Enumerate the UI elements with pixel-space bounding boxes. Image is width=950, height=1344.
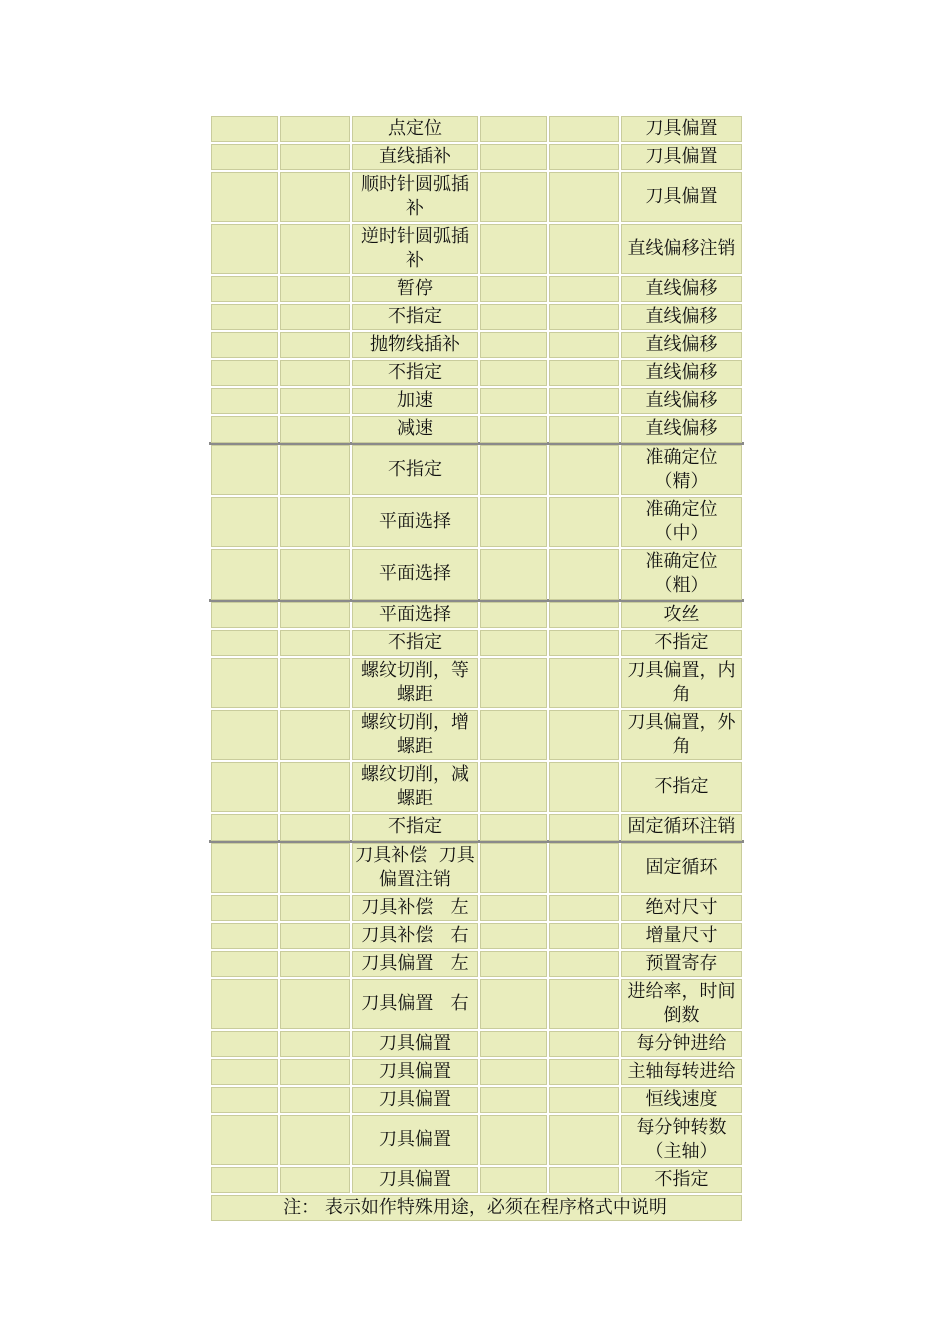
empty-cell (479, 548, 548, 601)
empty-cell (210, 950, 279, 978)
function-cell: 固定循环 (620, 842, 743, 895)
empty-cell (479, 223, 548, 275)
empty-cell (210, 275, 279, 303)
table-note-row (210, 1194, 743, 1222)
table-row (210, 387, 743, 415)
function-cell: 暂停 (351, 275, 479, 303)
function-cell: 直线偏移 (620, 275, 743, 303)
empty-cell (479, 303, 548, 331)
empty-cell (479, 143, 548, 171)
empty-cell (210, 761, 279, 813)
table-row (210, 415, 743, 444)
empty-cell (210, 115, 279, 143)
function-cell: 刀具偏置 (351, 1114, 479, 1166)
empty-cell (279, 496, 351, 548)
function-cell: 主轴每转进给 (620, 1058, 743, 1086)
function-cell: 平面选择 (351, 496, 479, 548)
empty-cell (479, 894, 548, 922)
function-cell: 不指定 (620, 629, 743, 657)
function-cell: 增量尺寸 (620, 922, 743, 950)
empty-cell (279, 444, 351, 497)
table-row (210, 143, 743, 171)
empty-cell (210, 601, 279, 630)
empty-cell (548, 601, 620, 630)
table-row (210, 171, 743, 223)
function-cell: 直线偏移 (620, 331, 743, 359)
empty-cell (548, 978, 620, 1030)
table-row (210, 1114, 743, 1166)
function-cell: 准确定位（中） (620, 496, 743, 548)
empty-cell (548, 761, 620, 813)
empty-cell (548, 922, 620, 950)
empty-cell (479, 359, 548, 387)
empty-cell (479, 1114, 548, 1166)
function-cell: 不指定 (620, 1166, 743, 1194)
empty-cell (279, 761, 351, 813)
empty-cell (479, 761, 548, 813)
function-cell: 平面选择 (351, 601, 479, 630)
function-cell: 刀具偏置 (620, 143, 743, 171)
empty-cell (548, 359, 620, 387)
function-cell: 抛物线插补 (351, 331, 479, 359)
empty-cell (548, 275, 620, 303)
table-row (210, 629, 743, 657)
function-cell: 刀具偏置 左 (351, 950, 479, 978)
function-cell: 刀具补偿 左 (351, 894, 479, 922)
empty-cell (210, 629, 279, 657)
empty-cell (479, 842, 548, 895)
function-cell: 直线偏移 (620, 303, 743, 331)
function-cell: 刀具偏置，外角 (620, 709, 743, 761)
table-row (210, 709, 743, 761)
table-row (210, 842, 743, 895)
empty-cell (210, 813, 279, 842)
empty-cell (279, 601, 351, 630)
function-cell: 刀具偏置 (351, 1166, 479, 1194)
empty-cell (210, 171, 279, 223)
empty-cell (210, 1166, 279, 1194)
empty-cell (548, 1030, 620, 1058)
empty-cell (279, 1114, 351, 1166)
empty-cell (479, 657, 548, 709)
function-cell: 不指定 (351, 359, 479, 387)
empty-cell (548, 331, 620, 359)
function-cell: 刀具偏置 (620, 115, 743, 143)
function-cell: 准确定位（粗） (620, 548, 743, 601)
empty-cell (479, 331, 548, 359)
empty-cell (210, 387, 279, 415)
empty-cell (210, 1086, 279, 1114)
function-cell: 直线偏移 (620, 359, 743, 387)
function-cell: 直线偏移 (620, 387, 743, 415)
empty-cell (479, 813, 548, 842)
table-row (210, 223, 743, 275)
function-cell: 刀具补偿 刀具偏置注销 (351, 842, 479, 895)
function-cell: 点定位 (351, 115, 479, 143)
empty-cell (479, 709, 548, 761)
function-cell: 平面选择 (351, 548, 479, 601)
empty-cell (279, 894, 351, 922)
function-cell: 刀具补偿 右 (351, 922, 479, 950)
function-cell: 加速 (351, 387, 479, 415)
function-cell: 螺纹切削，减螺距 (351, 761, 479, 813)
empty-cell (548, 387, 620, 415)
function-cell: 不指定 (351, 813, 479, 842)
function-cell: 顺时针圆弧插补 (351, 171, 479, 223)
empty-cell (548, 657, 620, 709)
empty-cell (279, 813, 351, 842)
empty-cell (479, 922, 548, 950)
empty-cell (279, 171, 351, 223)
empty-cell (279, 331, 351, 359)
empty-cell (479, 978, 548, 1030)
empty-cell (279, 709, 351, 761)
table-row (210, 657, 743, 709)
table-row (210, 813, 743, 842)
empty-cell (548, 709, 620, 761)
empty-cell (479, 444, 548, 497)
function-cell: 绝对尺寸 (620, 894, 743, 922)
empty-cell (548, 1086, 620, 1114)
function-cell: 刀具偏置 右 (351, 978, 479, 1030)
empty-cell (548, 143, 620, 171)
table-row (210, 922, 743, 950)
table-row (210, 275, 743, 303)
empty-cell (210, 842, 279, 895)
empty-cell (479, 1058, 548, 1086)
function-cell: 减速 (351, 415, 479, 444)
table-row (210, 1086, 743, 1114)
function-cell: 准确定位（精） (620, 444, 743, 497)
empty-cell (279, 223, 351, 275)
empty-cell (479, 1030, 548, 1058)
function-cell: 进给率，时间倒数 (620, 978, 743, 1030)
table-row (210, 303, 743, 331)
empty-cell (210, 1030, 279, 1058)
empty-cell (279, 978, 351, 1030)
empty-cell (279, 387, 351, 415)
table-row (210, 444, 743, 497)
empty-cell (210, 143, 279, 171)
empty-cell (279, 275, 351, 303)
empty-cell (279, 115, 351, 143)
empty-cell (479, 171, 548, 223)
empty-cell (279, 1086, 351, 1114)
function-cell: 直线偏移 (620, 415, 743, 444)
empty-cell (279, 657, 351, 709)
empty-cell (548, 303, 620, 331)
empty-cell (279, 842, 351, 895)
empty-cell (479, 496, 548, 548)
empty-cell (479, 1086, 548, 1114)
empty-cell (279, 415, 351, 444)
empty-cell (210, 709, 279, 761)
empty-cell (210, 415, 279, 444)
table-row (210, 1058, 743, 1086)
function-cell: 不指定 (351, 629, 479, 657)
table-row (210, 1166, 743, 1194)
function-cell: 直线偏移注销 (620, 223, 743, 275)
empty-cell (548, 171, 620, 223)
table-row (210, 894, 743, 922)
table-row (210, 496, 743, 548)
function-cell: 不指定 (351, 303, 479, 331)
empty-cell (479, 415, 548, 444)
empty-cell (548, 1058, 620, 1086)
empty-cell (479, 1166, 548, 1194)
empty-cell (210, 922, 279, 950)
function-cell: 不指定 (351, 444, 479, 497)
empty-cell (548, 629, 620, 657)
function-cell: 刀具偏置，内角 (620, 657, 743, 709)
empty-cell (479, 950, 548, 978)
table-row (210, 978, 743, 1030)
empty-cell (210, 978, 279, 1030)
empty-cell (479, 115, 548, 143)
empty-cell (279, 629, 351, 657)
function-cell: 螺纹切削，等螺距 (351, 657, 479, 709)
empty-cell (210, 359, 279, 387)
function-cell: 刀具偏置 (351, 1030, 479, 1058)
empty-cell (279, 950, 351, 978)
empty-cell (279, 1058, 351, 1086)
table-row (210, 950, 743, 978)
empty-cell (548, 813, 620, 842)
table-row (210, 761, 743, 813)
empty-cell (279, 359, 351, 387)
empty-cell (210, 1058, 279, 1086)
empty-cell (210, 303, 279, 331)
empty-cell (548, 223, 620, 275)
empty-cell (548, 115, 620, 143)
function-cell: 攻丝 (620, 601, 743, 630)
empty-cell (210, 894, 279, 922)
empty-cell (479, 387, 548, 415)
empty-cell (548, 496, 620, 548)
empty-cell (210, 496, 279, 548)
function-cell: 每分钟进给 (620, 1030, 743, 1058)
table-row (210, 115, 743, 143)
table-note: 注： 表示如作特殊用途，必须在程序格式中说明 (210, 1194, 743, 1222)
empty-cell (279, 303, 351, 331)
empty-cell (210, 331, 279, 359)
table-row (210, 359, 743, 387)
function-cell: 固定循环注销 (620, 813, 743, 842)
empty-cell (548, 894, 620, 922)
gcode-function-table (209, 114, 744, 1223)
table-row (210, 1030, 743, 1058)
function-cell: 刀具偏置 (351, 1058, 479, 1086)
function-cell: 螺纹切削，增螺距 (351, 709, 479, 761)
table-row (210, 601, 743, 630)
empty-cell (548, 548, 620, 601)
empty-cell (279, 1030, 351, 1058)
function-cell: 直线插补 (351, 143, 479, 171)
function-cell: 不指定 (620, 761, 743, 813)
empty-cell (279, 1166, 351, 1194)
empty-cell (279, 922, 351, 950)
empty-cell (548, 1166, 620, 1194)
empty-cell (548, 842, 620, 895)
function-cell: 预置寄存 (620, 950, 743, 978)
empty-cell (210, 223, 279, 275)
empty-cell (548, 950, 620, 978)
empty-cell (279, 548, 351, 601)
empty-cell (210, 548, 279, 601)
empty-cell (210, 444, 279, 497)
table-row (210, 548, 743, 601)
empty-cell (479, 275, 548, 303)
function-cell: 刀具偏置 (620, 171, 743, 223)
table-row (210, 331, 743, 359)
empty-cell (279, 143, 351, 171)
function-cell: 刀具偏置 (351, 1086, 479, 1114)
empty-cell (548, 415, 620, 444)
empty-cell (548, 444, 620, 497)
empty-cell (548, 1114, 620, 1166)
empty-cell (210, 657, 279, 709)
function-cell: 逆时针圆弧插补 (351, 223, 479, 275)
empty-cell (479, 601, 548, 630)
empty-cell (479, 629, 548, 657)
function-cell: 恒线速度 (620, 1086, 743, 1114)
function-cell: 每分钟转数（主轴） (620, 1114, 743, 1166)
empty-cell (210, 1114, 279, 1166)
